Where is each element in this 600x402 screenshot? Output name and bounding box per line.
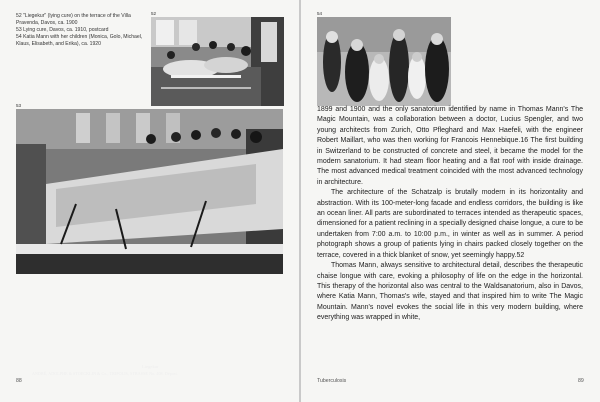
body-paragraph-1: 1899 and 1900 and the only sanatorium identified by name in Thomas Mann's The Magic Mountain, was a collaboration between a doctor, Lucius Spengler, and two young architects from Zurich, Otto Pfleghard and Max Haefeli, with the engineer Robert Maillart, who was then working for Francois Hennebique.16 The first building in Switzerland to be constructed of concrete and steel, it became the model for the modern sanatorium. It had steam floor heating and a flat roof with inside drainage. The most advanced medical treatment coincided with the most advanced technology in architecture. <box>317 106 583 186</box>
caption-54: 54 Katia Mann with her children (Monica, Golo, Michael, Klaus, Elisabeth, and Erika), ca. 1920 <box>16 34 143 47</box>
caption-52: 52 "Liegekur" (lying cure) on the terrace of the Villa Pravenda, Davos, ca. 1900 <box>16 13 131 26</box>
body-text <box>317 105 583 324</box>
figure-52-label: 52 <box>151 11 157 16</box>
running-head: Tuberculosis <box>317 378 347 384</box>
figure-captions <box>16 13 148 48</box>
figure-53-label: 53 <box>16 103 22 108</box>
right-page-number: 89 <box>578 378 584 384</box>
photo-terrace-villa-pravenda <box>151 17 284 106</box>
left-page-number: 88 <box>16 378 22 384</box>
body-paragraph-3: Thomas Mann, always sensitive to architectural detail, describes the therapeutic chaise longue with care, evoking a philosophy of life on the edge in the horizontal. This therapy of the horizontal also was central to the Waldsanatorium, also in Davos, where Katia Mann, Thomas's wife, stayed and that inspired him to write The Magic Mountain. Mann's novel evokes the social life in this very modern building, where everything was wrapped in white, <box>317 262 583 322</box>
caption-53: 53 Lying cure, Davos, ca. 1910, postcard <box>16 27 109 33</box>
photo-caption-publisher: ANDRÉ, ADOLPHE & STOECKLIN & Co., TRIPOLIS, STRASSE No. 408. Dépost. <box>32 371 178 376</box>
photo-katia-mann-children <box>317 17 451 106</box>
body-paragraph-2: The architecture of the Schatzalp is brutally modern in its horizontality and abstraction. With its 100-meter-long facade and endless corridors, the building is like an ocean liner. All parts are subordinated to terraces intended as therapeutic spaces, dimensioned for a patient reclining in a specially designed chaise longue, a cure to be undertaken from 7:00 a.m. to 10:00 p.m., in winter as well as in summer. A period photograph shows a group of patients lying in chairs packed closely together on the terrace, covered in a thick blanket of snow, yet seemingly happy.52 <box>317 189 583 259</box>
photo-caption-liegekur: Liegekur <box>142 364 159 369</box>
figure-54-label: 54 <box>317 11 323 16</box>
photo-lying-cure-postcard <box>16 109 283 376</box>
right-page <box>301 0 600 402</box>
left-page <box>0 0 299 402</box>
